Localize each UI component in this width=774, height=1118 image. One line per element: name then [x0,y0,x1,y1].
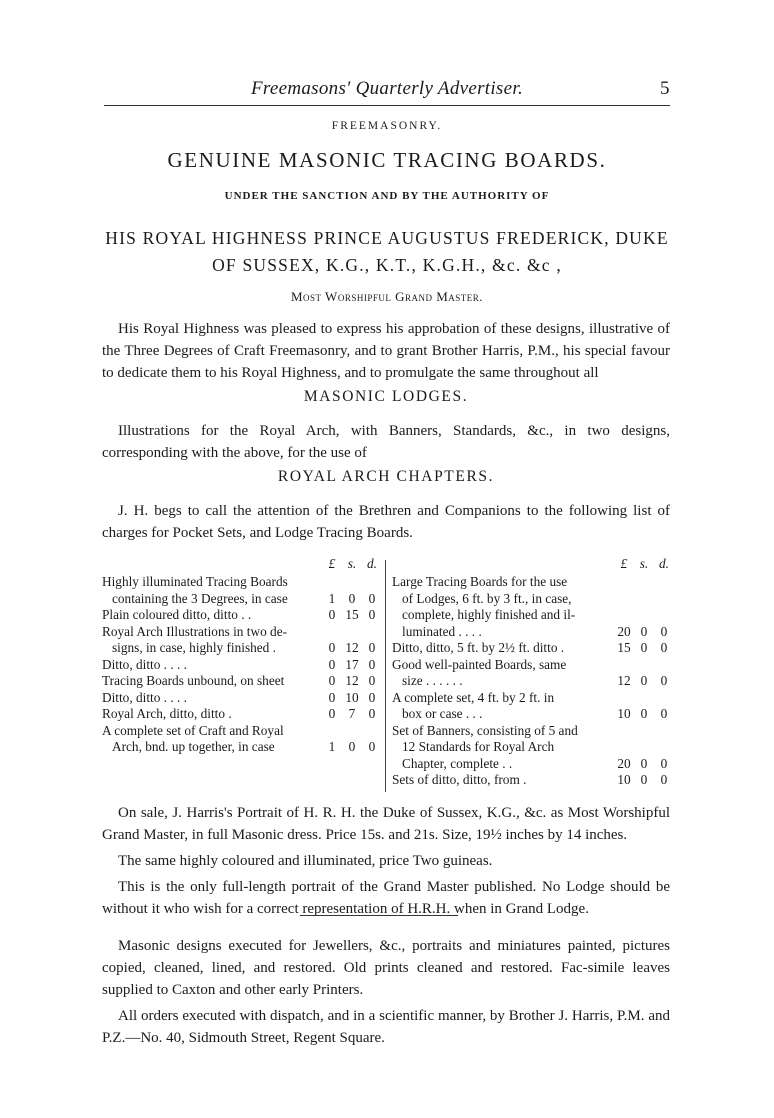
price-item [102,673,382,690]
price-pounds: 20 [617,755,631,771]
price-pence: 0 [368,640,376,655]
price-pence: 0 [660,755,668,771]
attention-section [102,500,670,544]
price-item-description: size . . . . . . [402,673,463,688]
price-pounds: 0 [328,689,336,705]
price-header-right [392,556,674,574]
price-item-description: Ditto, ditto . . . . [102,656,187,672]
price-item-description: Ditto, ditto . . . . [102,689,187,705]
price-shillings: 10 [345,689,359,705]
price-header-left [102,556,382,574]
price-pence: 0 [368,656,376,672]
price-item-description: Large Tracing Boards for the use [392,574,568,589]
price-pence: 0 [660,772,668,787]
services-section [102,935,670,1049]
intro-section [102,318,670,408]
main-title: GENUINE MASONIC TRACING BOARDS. [167,148,607,172]
price-shillings: 17 [345,656,359,672]
only-portrait-paragraph: This is the only full-length portrait of the Grand Master published. No Lodge should be without it who wish for a correct representation of H.R.H. when in Grand Lodge. [102,879,670,917]
services-paragraph: Masonic designs executed for Jewellers, &c., portraits and miniatures painted, pictures copied, cleaned, lined, and restored. Old prints cleaned and restored. Fac-simile leaves supplied to Caxton and other early Printers. [102,938,670,998]
portrait-paragraph: On sale, J. Harris's Portrait of H. R. H. the Duke of Sussex, K.G., &c. as Most Worshipful Grand Master, in full Masonic dress. Price 15s. and 21s. Size, 19½ inches by 14 inches. [102,805,670,843]
price-shillings: 7 [348,706,356,721]
price-pounds: 0 [328,640,336,655]
price-shillings: 0 [640,706,648,721]
price-pence: 0 [660,640,668,655]
price-pounds: 15 [617,640,631,655]
price-item-description: box or case . . . [402,706,483,721]
grand-master-line: Most Worshipful Grand Master. [290,289,484,304]
price-pounds: 1 [328,590,336,606]
price-item-description: Royal Arch Illustrations in two de- [102,623,288,639]
price-item [102,723,382,756]
arch-section [102,420,670,488]
patron-line-1: HIS ROYAL HIGHNESS PRINCE AUGUSTUS FREDERICK, DUKE [105,228,669,248]
arch-paragraph: Illustrations for the Royal Arch, with Banners, Standards, &c., in two designs, corresponding with the above, for the use of [102,423,670,461]
price-shillings: 0 [640,772,648,787]
price-item [392,657,674,690]
price-item [102,706,382,723]
price-pounds: 10 [617,772,631,787]
price-item [392,574,674,640]
intro-paragraph: His Royal Highness was pleased to express his approbation of these designs, illustrative of the Three Degrees of Craft Freemasonry, and to grant Brother Harris, P.M., his special favour to dedicate them to his Royal Highness, and to promulgate the same throughout all [102,321,670,381]
price-item-description: Arch, bnd. up together, in case [112,739,275,754]
sanction-line: UNDER THE SANCTION AND BY THE AUTHORITY OF [224,190,550,202]
price-item [392,723,674,773]
price-pence: 0 [368,689,376,705]
section-rule [300,915,458,916]
shillings-header: s. [639,555,649,571]
coloured-paragraph: The same highly coloured and illuminated, price Two guineas. [118,853,493,869]
price-item-description: Highly illuminated Tracing Boards [102,574,288,589]
price-pence: 0 [368,607,376,622]
price-shillings: 12 [345,640,359,655]
price-item-description: Chapter, complete . . [402,755,513,771]
price-item [392,640,674,657]
price-shillings: 0 [640,640,648,655]
price-pounds: 10 [617,706,631,721]
price-item-description: 12 Standards for Royal Arch [402,739,555,754]
price-item [102,657,382,674]
price-divider [385,560,386,792]
price-item-description: of Lodges, 6 ft. by 3 ft., in case, [402,590,572,606]
price-item-description: containing the 3 Degrees, in case [112,590,288,606]
price-item [102,607,382,624]
price-pounds: 0 [328,673,336,688]
price-item [392,690,674,723]
pounds-header: £ [328,555,336,571]
price-item-description: A complete set of Craft and Royal [102,722,284,738]
price-pence: 0 [660,623,668,639]
price-list-left [102,556,382,756]
price-pence: 0 [368,706,376,721]
price-item-description: Royal Arch, ditto, ditto . [102,706,232,721]
price-shillings: 0 [348,739,356,754]
price-item-description: Tracing Boards unbound, on sheet [102,673,285,688]
price-item-description: Set of Banners, consisting of 5 and [392,722,578,738]
price-item-description: Sets of ditto, ditto, from . [392,772,527,787]
header-rule [104,105,670,106]
patron-line-2: OF SUSSEX, K.G., K.T., K.G.H., &c. &c , [212,255,562,275]
price-pounds: 12 [617,673,631,688]
price-item [102,574,382,607]
price-pence: 0 [660,706,668,721]
section-kicker: FREEMASONRY. [331,120,443,132]
pence-header: d. [367,555,377,571]
price-item-description: Ditto, ditto, 5 ft. by 2½ ft. ditto . [392,640,565,655]
price-pence: 0 [660,673,668,688]
price-item [392,772,674,789]
running-title: Freemasons' Quarterly Advertiser. [250,78,523,99]
price-item-description: luminated . . . . [402,623,482,639]
price-pounds: 20 [617,623,631,639]
price-item [102,690,382,707]
chapters-heading: ROYAL ARCH CHAPTERS. [277,468,495,485]
price-list-right [392,556,674,789]
price-shillings: 0 [640,623,648,639]
price-pounds: 0 [328,656,336,672]
shillings-header: s. [347,555,357,571]
lodges-heading: MASONIC LODGES. [303,388,469,405]
price-item [102,624,382,657]
price-pence: 0 [368,673,376,688]
price-pounds: 0 [328,607,336,622]
portrait-section [102,802,670,920]
price-shillings: 12 [345,673,359,688]
price-pounds: 0 [328,706,336,721]
price-item-description: complete, highly finished and il- [402,607,576,622]
orders-paragraph: All orders executed with dispatch, and in a scientific manner, by Brother J. Harris, P.M. and P.Z.—No. 40, Sidmouth Street, Regent Square. [102,1008,670,1046]
page-number: 5 [660,78,670,99]
price-shillings: 0 [348,590,356,606]
price-item-description: A complete set, 4 ft. by 2 ft. in [392,689,555,705]
price-item-description: signs, in case, highly finished . [112,640,276,655]
attention-paragraph: J. H. begs to call the attention of the Brethren and Companions to the following list of charges for Pocket Sets, and Lodge Tracing Boards. [102,503,670,541]
price-item-description: Plain coloured ditto, ditto . . [102,607,252,622]
price-pounds: 1 [328,739,336,754]
pounds-header: £ [620,555,628,571]
price-shillings: 0 [640,673,648,688]
price-shillings: 15 [345,607,359,622]
price-shillings: 0 [640,755,648,771]
pence-header: d. [659,555,669,571]
price-item-description: Good well-painted Boards, same [392,656,567,672]
price-pence: 0 [368,739,376,754]
price-pence: 0 [368,590,376,606]
